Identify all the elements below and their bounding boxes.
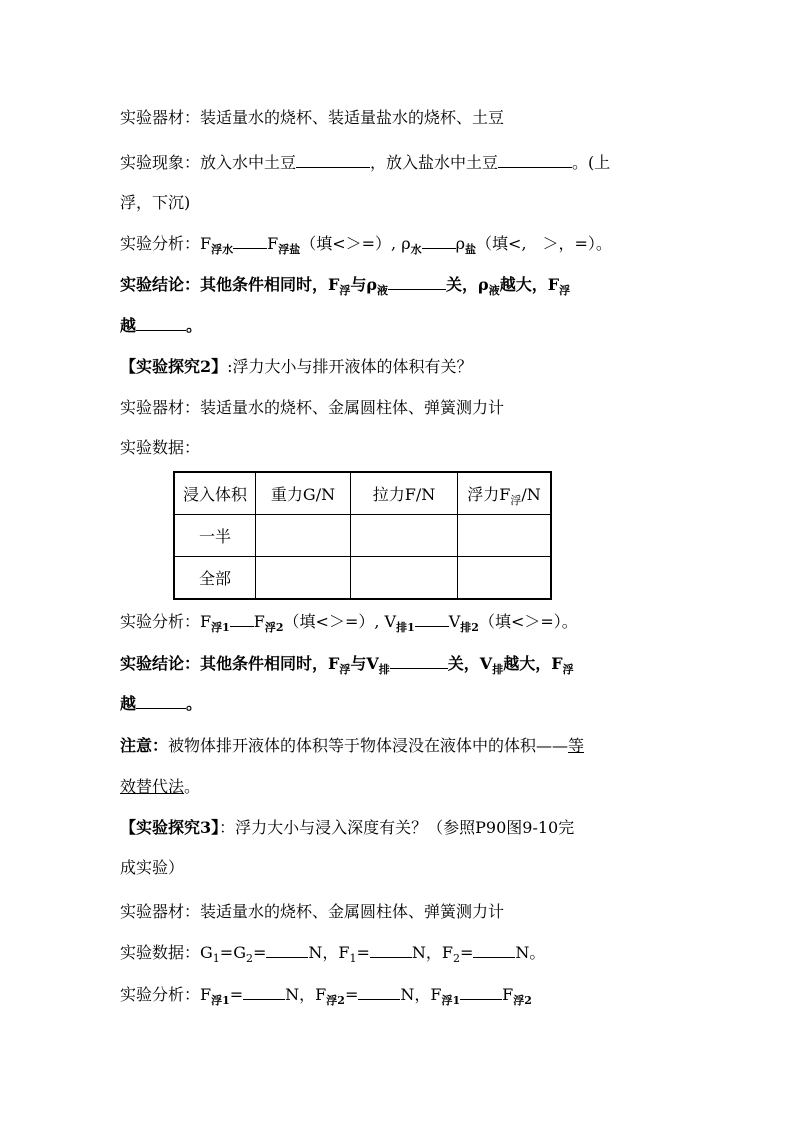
table-header: 重力G/N bbox=[256, 472, 351, 515]
analysis-line-3: 实验分析：$F_{浮1}= N$，$F_{浮2}= N$，$F_{浮1}$ $F_{浮2}$ bbox=[120, 985, 532, 1007]
table-header-row bbox=[174, 472, 551, 515]
table-cell[interactable] bbox=[351, 557, 458, 600]
blank-field[interactable] bbox=[390, 653, 448, 669]
blank-field[interactable] bbox=[136, 315, 186, 331]
equipment-line-2: 实验器材：装适量水的烧杯、金属圆柱体、弹簧测力计 bbox=[120, 398, 505, 417]
data-label: 实验数据： bbox=[120, 438, 201, 457]
table-cell[interactable] bbox=[458, 515, 552, 557]
blank-field[interactable] bbox=[498, 152, 572, 168]
table-cell: 一半 bbox=[174, 515, 256, 557]
data-line-3: 实验数据：$G_1=G_2= N$，$F_1= N$，$F_2= N$。 bbox=[120, 943, 546, 965]
note-line: 注意：被物体排开液体的体积等于物体浸没在液体中的体积——等 bbox=[120, 736, 585, 755]
table-header: 拉力F/N bbox=[351, 472, 458, 515]
table-row bbox=[174, 557, 551, 600]
section3-title-line: 【实验探究3】：浮力大小与浸入深度有关？（参照P90图9-10完 bbox=[120, 818, 575, 837]
blank-field[interactable] bbox=[422, 233, 456, 249]
equipment-line-3: 实验器材：装适量水的烧杯、金属圆柱体、弹簧测力计 bbox=[120, 902, 505, 921]
blank-field[interactable] bbox=[296, 152, 370, 168]
table-header: 浮力$F_浮/N$ bbox=[458, 472, 552, 515]
blank-field[interactable] bbox=[370, 942, 412, 958]
section-title: 【实验探究3】 bbox=[120, 818, 220, 837]
blank-field[interactable] bbox=[415, 611, 449, 627]
conclusion-line-1-cont: 越 。 bbox=[120, 316, 203, 335]
table-cell[interactable] bbox=[256, 557, 351, 600]
analysis-line-1: 实验分析：$F_{浮水}$ $F_{浮盐}$（填<＞=）, $\rho_水$ $\rho_盐$（填<, ＞，=）。 bbox=[120, 234, 612, 256]
table-cell: 全部 bbox=[174, 557, 256, 600]
blank-field[interactable] bbox=[473, 942, 515, 958]
table-cell[interactable] bbox=[351, 515, 458, 557]
blank-field[interactable] bbox=[460, 984, 502, 1000]
conclusion-line-2-cont: 越 。 bbox=[120, 694, 203, 713]
blank-field[interactable] bbox=[358, 984, 400, 1000]
section-title: 【实验探究2】 bbox=[120, 357, 228, 376]
phenomenon-line-cont: 浮，下沉) bbox=[120, 193, 191, 212]
data-table bbox=[173, 471, 552, 600]
equipment-line-1: 实验器材：装适量水的烧杯、装适量盐水的烧杯、土豆 bbox=[120, 108, 505, 127]
table-row bbox=[174, 515, 551, 557]
blank-field[interactable] bbox=[388, 274, 446, 290]
note-line-cont: 效替代法。 bbox=[120, 777, 201, 796]
table-cell[interactable] bbox=[256, 515, 351, 557]
table-cell[interactable] bbox=[458, 557, 552, 600]
analysis-line-2: 实验分析：$F_{浮1}$ $F_{浮2}$（填<＞=）, $V_{排1}$ $V_{排2}$（填<＞=）。 bbox=[120, 612, 578, 634]
blank-field[interactable] bbox=[233, 233, 267, 249]
blank-field[interactable] bbox=[266, 942, 308, 958]
table-header: 浸入体积 bbox=[174, 472, 256, 515]
blank-field[interactable] bbox=[230, 611, 254, 627]
conclusion-line-1: 实验结论：其他条件相同时，$F_浮$与$\rho_液$ 关，$\rho_液$越大，$F_浮$ bbox=[120, 275, 571, 297]
phenomenon-line: 实验现象：放入水中土豆 ，放入盐水中土豆 。(上 bbox=[120, 153, 611, 172]
blank-field[interactable] bbox=[136, 693, 186, 709]
section3-title-cont: 成实验） bbox=[120, 858, 185, 877]
section2-title-line: 【实验探究2】:浮力大小与排开液体的体积有关？ bbox=[120, 357, 473, 376]
conclusion-line-2: 实验结论：其他条件相同时，$F_浮$与$V_排$ 关，$V_排$越大，$F_浮$ bbox=[120, 654, 574, 676]
blank-field[interactable] bbox=[243, 984, 285, 1000]
